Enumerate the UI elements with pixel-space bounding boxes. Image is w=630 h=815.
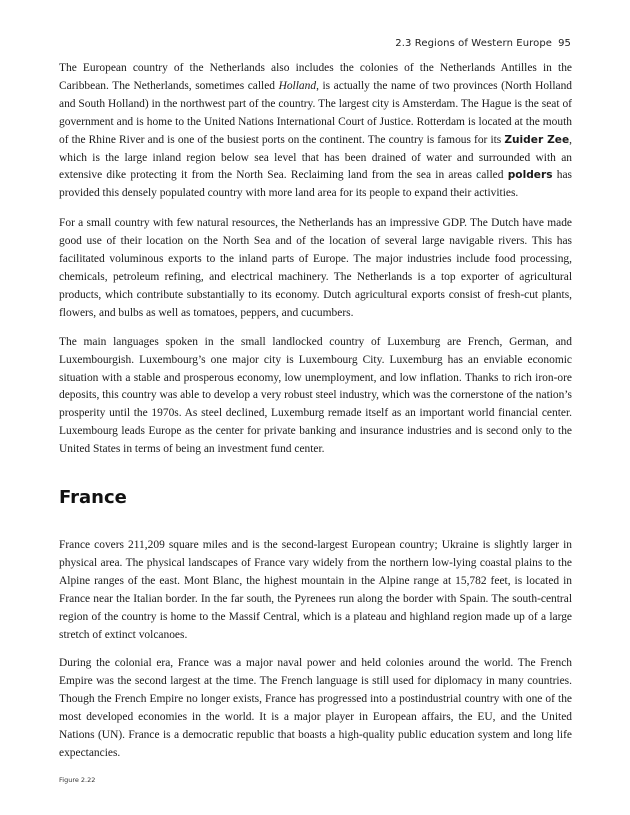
body-content [59, 60, 572, 784]
paragraph-text: The European country of the Netherlands also includes the colonies of the Netherlands Antilles in the Caribbean. The Netherlands, sometimes called [59, 62, 572, 92]
paragraph-text: , which is the large inland region below sea level that has been drained of water and surrounded with an extensive dike protecting it from the North Sea. Reclaiming land from the sea in areas called [59, 133, 572, 182]
figure-label: Figure 2.22 [59, 775, 96, 784]
paragraph-luxemburg: The main languages spoken in the small landlocked country of Luxemburg are French, German, and Luxembourgish. Luxembourg’s one major city is Luxembourg City. Luxemburg has an enviable economic situation with a stable and prosperous economy, low unemployment, and low inflation. Thanks to rich iron-ore deposits, this country was able to develop a very robust steel industry, which was the cornerstone of the nation’s prosperity until the 1970s. As steel declined, Luxemburg remade itself as an important world financial center. Luxembourg leads Europe as the center for private banking and insurance industries and is second only to the United States in terms of being an investment fund center. [59, 335, 572, 456]
term-holland: Holland [278, 79, 317, 92]
paragraph-france-geography: France covers 211,209 square miles and is the second-largest European country; Ukraine is slightly larger in physical area. The physical landscapes of France vary widely from the northern low-lying coastal plains to the Alpine ranges of the east. Mont Blanc, the highest mountain in the Alpine range at 15,782 feet, is located in France near the Italian border. In the far south, the Pyrenees run along the border with Spain. The south-central region of the country is home to the Massif Central, which is a plateau and highland region made up of a large stretch of extinct volcanoes. [59, 539, 572, 641]
term-zuider-zee: Zuider Zee [504, 133, 570, 146]
paragraph-text: , is actually the name of two provinces (North Holland and South Holland) in the northwest part of the country. The largest city is Amsterdam. The Hague is the seat of government and is home to the United Nations International Court of Justice. Rotterdam is located at the mouth of the Rhine River and is one of the busiest ports on the continent. The country is famous for its [59, 79, 573, 146]
paragraph-text: has provided this densely populated country with more land area for its people to expand their activities. [59, 169, 572, 200]
running-header-section: 2.3 Regions of Western Europe [395, 38, 553, 49]
section-heading-france: France [59, 487, 127, 509]
paragraph-dutch-economy: For a small country with few natural resources, the Netherlands has an impressive GDP. The Dutch have made good use of their location on the North Sea and of the location of several large navigable rivers. This has facilitated voluminous exports to the inland parts of Europe. The major industries include food processing, chemicals, petroleum refining, and electrical machinery. The Netherlands is a top exporter of agricultural products, which contribute substantially to its economy. Dutch agricultural exports consist of fresh-cut plants, flowers, and bulbs as well as tomatoes, peppers, and cucumbers. [59, 217, 572, 319]
paragraph-netherlands [59, 60, 572, 203]
term-polders: polders [507, 169, 553, 182]
running-header [395, 38, 571, 49]
paragraph-france-history: During the colonial era, France was a major naval power and held colonies around the world. The French Empire was the second largest at the time. The French language is still used for diplomacy in many countries. Though the French Empire no longer exists, France has progressed into a postindustrial country with one of the most developed economies in the world. It is a major player in European affairs, the EU, and the United Nations (UN). France is a democratic republic that boasts a high-quality public education system and long life expectancies. [59, 657, 572, 759]
page-number: 95 [558, 38, 571, 49]
